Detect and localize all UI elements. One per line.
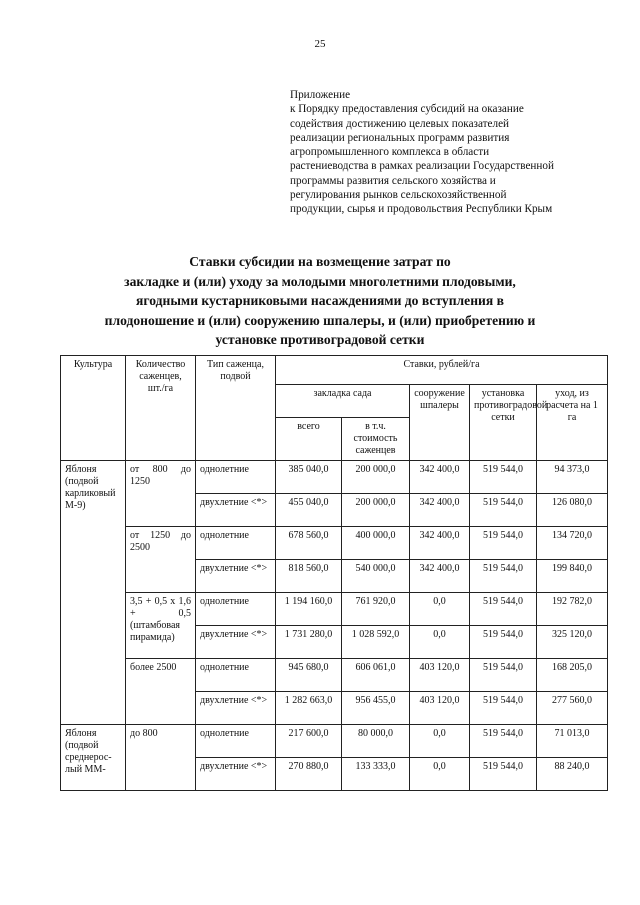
netting-cell: 519 544,0 bbox=[470, 758, 537, 791]
title-line: плодоношение и (или) сооружению шпалеры, и (или) приобретению и bbox=[104, 312, 536, 328]
type-cell: двухлетние <*> bbox=[196, 692, 276, 725]
care-cell: 199 840,0 bbox=[537, 560, 608, 593]
type-cell: однолетние bbox=[196, 527, 276, 560]
incl-cost-cell: 133 333,0 bbox=[342, 758, 410, 791]
incl-cost-cell: 400 000,0 bbox=[342, 527, 410, 560]
type-cell: двухлетние <*> bbox=[196, 758, 276, 791]
quantity-cell: более 2500 bbox=[126, 659, 196, 725]
type-cell: двухлетние <*> bbox=[196, 494, 276, 527]
header-culture: Культура bbox=[61, 356, 126, 461]
table-row bbox=[61, 659, 608, 692]
title-line: ягодными кустарниковыми насаждениями до вступления в bbox=[136, 293, 504, 308]
care-cell: 192 782,0 bbox=[537, 593, 608, 626]
quantity-cell: 3,5 + 0,5 x 1,6 + 0,5 (штамбовая пирамида) bbox=[126, 593, 196, 659]
type-cell: двухлетние <*> bbox=[196, 560, 276, 593]
appendix-line: содействия достижению целевых показателей bbox=[290, 117, 510, 130]
incl-cost-cell: 606 061,0 bbox=[342, 659, 410, 692]
type-cell: однолетние bbox=[196, 725, 276, 758]
header-incl-cost: в т.ч. стоимость саженцев bbox=[342, 418, 410, 461]
header-total: всего bbox=[276, 418, 342, 461]
trellis-cell: 342 400,0 bbox=[410, 527, 470, 560]
total-cell: 1 194 160,0 bbox=[276, 593, 342, 626]
care-cell: 94 373,0 bbox=[537, 461, 608, 494]
appendix-line: к Порядку предоставления субсидий на оказание bbox=[290, 103, 524, 116]
care-cell: 134 720,0 bbox=[537, 527, 608, 560]
quantity-cell: до 800 bbox=[126, 725, 196, 791]
header-trellis: сооружение шпалеры bbox=[410, 385, 470, 461]
netting-cell: 519 544,0 bbox=[470, 461, 537, 494]
netting-cell: 519 544,0 bbox=[470, 659, 537, 692]
trellis-cell: 0,0 bbox=[410, 626, 470, 659]
document-title bbox=[60, 252, 580, 350]
appendix-line: реализации региональных программ развития bbox=[290, 131, 510, 144]
care-cell: 325 120,0 bbox=[537, 626, 608, 659]
incl-cost-cell: 200 000,0 bbox=[342, 461, 410, 494]
title-line: закладке и (или) уходу за молодыми многолетними плодовыми, bbox=[124, 273, 516, 289]
netting-cell: 519 544,0 bbox=[470, 692, 537, 725]
incl-cost-cell: 200 000,0 bbox=[342, 494, 410, 527]
type-cell: однолетние bbox=[196, 659, 276, 692]
netting-cell: 519 544,0 bbox=[470, 560, 537, 593]
appendix-line: растениеводства в рамках реализации Государственной bbox=[290, 160, 554, 173]
appendix-line: программы развития сельского хозяйства и bbox=[290, 174, 496, 187]
netting-cell: 519 544,0 bbox=[470, 626, 537, 659]
netting-cell: 519 544,0 bbox=[470, 527, 537, 560]
table-row bbox=[61, 461, 608, 494]
title-line: установке противоградовой сетки bbox=[215, 332, 425, 347]
appendix-line: Приложение bbox=[290, 89, 351, 101]
quantity-cell: от 1250 до 2500 bbox=[126, 527, 196, 593]
header-netting: установка противоградовой сетки bbox=[470, 385, 537, 461]
care-cell: 88 240,0 bbox=[537, 758, 608, 791]
total-cell: 455 040,0 bbox=[276, 494, 342, 527]
appendix-line: агропромышленного комплекса в области bbox=[290, 146, 490, 159]
netting-cell: 519 544,0 bbox=[470, 593, 537, 626]
table-row bbox=[61, 725, 608, 758]
total-cell: 945 680,0 bbox=[276, 659, 342, 692]
total-cell: 217 600,0 bbox=[276, 725, 342, 758]
incl-cost-cell: 540 000,0 bbox=[342, 560, 410, 593]
care-cell: 168 205,0 bbox=[537, 659, 608, 692]
page-number: 25 bbox=[314, 38, 326, 50]
culture-cell: Яблоня (подвой среднерос-лый ММ- bbox=[61, 725, 126, 791]
trellis-cell: 342 400,0 bbox=[410, 494, 470, 527]
title-line: Ставки субсидии на возмещение затрат по bbox=[189, 254, 451, 269]
table-row bbox=[61, 593, 608, 626]
type-cell: двухлетние <*> bbox=[196, 626, 276, 659]
header-quantity: Количество саженцев, шт./га bbox=[126, 356, 196, 461]
care-cell: 71 013,0 bbox=[537, 725, 608, 758]
total-cell: 1 731 280,0 bbox=[276, 626, 342, 659]
type-cell: однолетние bbox=[196, 461, 276, 494]
appendix-block bbox=[290, 88, 610, 217]
incl-cost-cell: 956 455,0 bbox=[342, 692, 410, 725]
total-cell: 818 560,0 bbox=[276, 560, 342, 593]
header-care: уход, из расчета на 1 га bbox=[537, 385, 608, 461]
netting-cell: 519 544,0 bbox=[470, 494, 537, 527]
appendix-line: продукции, сырья и продовольствия Республики Крым bbox=[290, 203, 553, 216]
header-rates: Ставки, рублей/га bbox=[276, 356, 608, 385]
total-cell: 385 040,0 bbox=[276, 461, 342, 494]
trellis-cell: 342 400,0 bbox=[410, 560, 470, 593]
trellis-cell: 403 120,0 bbox=[410, 659, 470, 692]
incl-cost-cell: 1 028 592,0 bbox=[342, 626, 410, 659]
trellis-cell: 0,0 bbox=[410, 725, 470, 758]
header-type: Тип саженца, подвой bbox=[196, 356, 276, 461]
incl-cost-cell: 80 000,0 bbox=[342, 725, 410, 758]
trellis-cell: 0,0 bbox=[410, 593, 470, 626]
type-cell: однолетние bbox=[196, 593, 276, 626]
netting-cell: 519 544,0 bbox=[470, 725, 537, 758]
quantity-cell: от 800 до 1250 bbox=[126, 461, 196, 527]
trellis-cell: 342 400,0 bbox=[410, 461, 470, 494]
header-planting: закладка сада bbox=[276, 385, 410, 418]
table-row bbox=[61, 527, 608, 560]
trellis-cell: 403 120,0 bbox=[410, 692, 470, 725]
culture-cell: Яблоня (подвой карликовый М-9) bbox=[61, 461, 126, 725]
total-cell: 678 560,0 bbox=[276, 527, 342, 560]
incl-cost-cell: 761 920,0 bbox=[342, 593, 410, 626]
care-cell: 277 560,0 bbox=[537, 692, 608, 725]
rates-table bbox=[60, 355, 608, 791]
appendix-line: регулирования рынков сельскохозяйственной bbox=[290, 189, 507, 202]
trellis-cell: 0,0 bbox=[410, 758, 470, 791]
care-cell: 126 080,0 bbox=[537, 494, 608, 527]
total-cell: 270 880,0 bbox=[276, 758, 342, 791]
total-cell: 1 282 663,0 bbox=[276, 692, 342, 725]
